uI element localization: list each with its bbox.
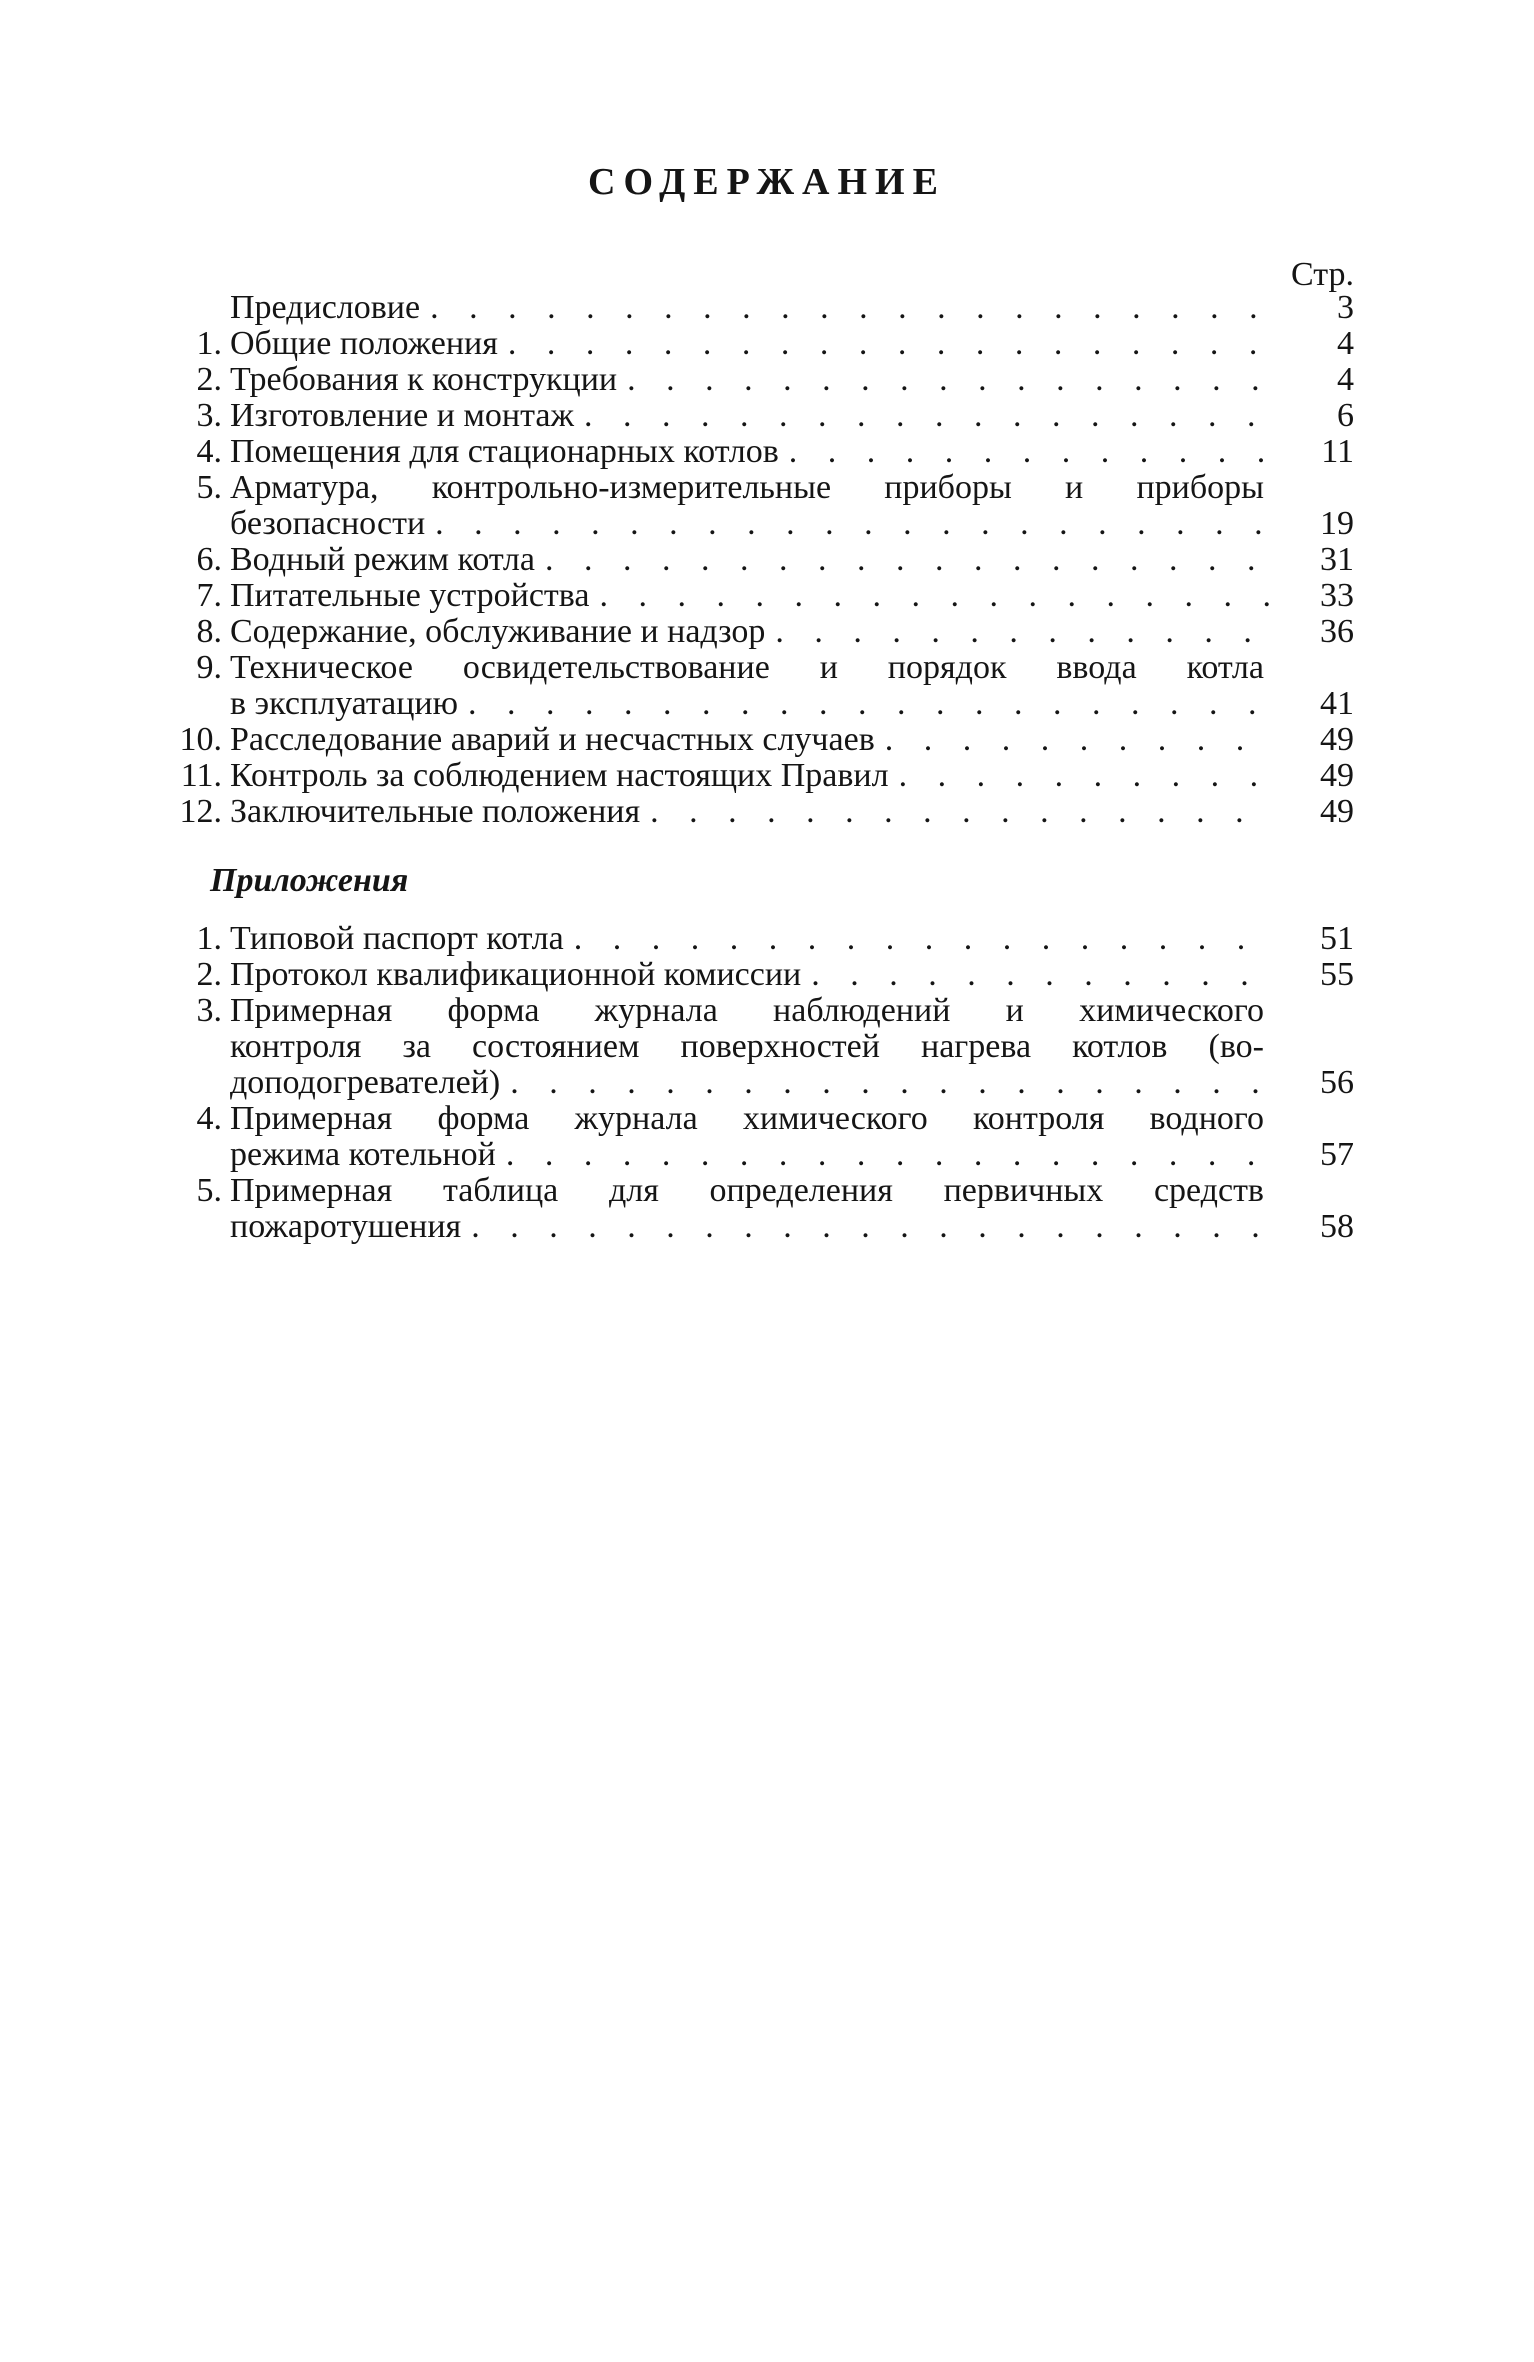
toc-entry	[160, 542, 1354, 578]
toc-entry-number: 4.	[196, 433, 222, 470]
toc-page-number: 33	[1320, 577, 1354, 614]
toc-page-number: 36	[1320, 613, 1354, 650]
toc-page-number: 3	[1337, 289, 1354, 326]
toc-page-number: 31	[1320, 541, 1354, 578]
dot-leader	[574, 921, 1270, 957]
toc-entry-number: 10.	[179, 721, 222, 758]
appendix-entry-title-continued: режима котельной	[230, 1136, 496, 1173]
dot-leader	[627, 362, 1270, 398]
toc-entry-number: 1.	[196, 325, 222, 362]
dot-leader	[600, 578, 1271, 614]
dot-leader	[435, 506, 1270, 542]
toc-entry	[160, 650, 1354, 722]
appendix-entry-number: 3.	[196, 992, 222, 1029]
dot-leader	[506, 1137, 1270, 1173]
appendix-page-number: 57	[1320, 1136, 1354, 1173]
dot-leader	[811, 957, 1270, 993]
dot-leader	[510, 1065, 1270, 1101]
dot-leader	[471, 1209, 1270, 1245]
table-of-contents	[160, 290, 1354, 830]
appendix-entry-title-continued: контроля за состоянием поверхностей нагрева котлов (во-	[230, 1028, 1264, 1065]
dot-leader	[508, 326, 1270, 362]
appendix-page-number: 55	[1320, 956, 1354, 993]
dot-leader	[899, 758, 1270, 794]
toc-entry-number: 2.	[196, 361, 222, 398]
appendix-entry-title: Примерная форма журнала химического контроля водного	[230, 1100, 1264, 1137]
appendix-entry-title: Протокол квалификационной комиссии	[230, 956, 802, 993]
toc-entry-title-continued: в эксплуатацию	[230, 685, 458, 722]
appendix-entry	[160, 993, 1354, 1101]
toc-entry	[160, 614, 1354, 650]
toc-entry	[160, 434, 1354, 470]
appendices-heading: Приложения	[210, 862, 409, 899]
toc-entry	[160, 578, 1354, 614]
toc-entry-title: Расследование аварий и несчастных случаев	[230, 721, 875, 758]
toc-entry-number: 3.	[196, 397, 222, 434]
appendix-page-number: 51	[1320, 920, 1354, 957]
toc-entry-title: Заключительные положения	[230, 793, 641, 830]
dot-leader	[650, 794, 1270, 830]
toc-entry	[160, 326, 1354, 362]
toc-entry-title: Изготовление и монтаж	[230, 397, 574, 434]
toc-entry-title: Техническое освидетельствование и порядок ввода котла	[230, 649, 1264, 686]
toc-page-number: 6	[1337, 397, 1354, 434]
toc-entry-preface	[160, 290, 1354, 326]
toc-entry-number: 8.	[196, 613, 222, 650]
appendix-entry-title-continued: доподогревателей)	[230, 1064, 501, 1101]
appendix-page-number: 56	[1320, 1064, 1354, 1101]
toc-page-number: 4	[1337, 361, 1354, 398]
toc-entry-number: 5.	[196, 469, 222, 506]
appendix-entry-title: Типовой паспорт котла	[230, 920, 564, 957]
toc-entry	[160, 362, 1354, 398]
toc-entry-title: Питательные устройства	[230, 577, 590, 614]
toc-page-number: 49	[1320, 793, 1354, 830]
toc-entry-title-continued: безопасности	[230, 505, 426, 542]
dot-leader	[775, 614, 1270, 650]
appendix-entry	[160, 1101, 1354, 1173]
appendix-page-number: 58	[1320, 1208, 1354, 1245]
appendices-list	[160, 921, 1354, 1245]
dot-leader	[545, 542, 1270, 578]
toc-entry-number: 6.	[196, 541, 222, 578]
appendix-entry-title: Примерная таблица для определения первичных средств	[230, 1172, 1264, 1209]
appendix-entry	[160, 957, 1354, 993]
appendix-entry	[160, 921, 1354, 957]
toc-entry	[160, 758, 1354, 794]
toc-page-number: 19	[1320, 505, 1354, 542]
toc-entry-title: Общие положения	[230, 325, 498, 362]
toc-entry	[160, 794, 1354, 830]
toc-entry-number: 7.	[196, 577, 222, 614]
toc-page-number: 11	[1321, 433, 1354, 470]
toc-entry-title: Помещения для стационарных котлов	[230, 433, 779, 470]
dot-leader	[468, 686, 1270, 722]
toc-entry	[160, 398, 1354, 434]
toc-entry-number: 12.	[179, 793, 222, 830]
toc-entry-title: Контроль за соблюдением настоящих Правил	[230, 757, 889, 794]
appendix-entry-title-continued: пожаротушения	[230, 1208, 462, 1245]
appendix-entry-title: Примерная форма журнала наблюдений и химического	[230, 992, 1264, 1029]
dot-leader	[885, 722, 1270, 758]
toc-entry	[160, 470, 1354, 542]
toc-page-number: 41	[1320, 685, 1354, 722]
toc-entry-number: 11.	[180, 757, 222, 794]
dot-leader	[430, 290, 1270, 326]
toc-entry	[160, 722, 1354, 758]
toc-entry-title: Требования к конструкции	[230, 361, 618, 398]
appendix-entry-number: 1.	[196, 920, 222, 957]
toc-entry-title: Содержание, обслуживание и надзор	[230, 613, 766, 650]
page-title: СОДЕРЖАНИЕ	[588, 161, 946, 203]
toc-entry-number: 9.	[196, 649, 222, 686]
dot-leader	[584, 398, 1270, 434]
toc-page-number: 4	[1337, 325, 1354, 362]
toc-entry-title: Арматура, контрольно-измерительные приборы и приборы	[230, 469, 1264, 506]
toc-page-number: 49	[1320, 757, 1354, 794]
page-column-header: Стр.	[1290, 256, 1354, 293]
dot-leader	[789, 434, 1270, 470]
appendix-entry-number: 5.	[196, 1172, 222, 1209]
appendix-entry-number: 4.	[196, 1100, 222, 1137]
toc-page-number: 49	[1320, 721, 1354, 758]
appendix-entry	[160, 1173, 1354, 1245]
appendix-entry-number: 2.	[196, 956, 222, 993]
toc-entry-title: Водный режим котла	[230, 541, 535, 578]
toc-entry-title: Предисловие	[230, 289, 421, 326]
